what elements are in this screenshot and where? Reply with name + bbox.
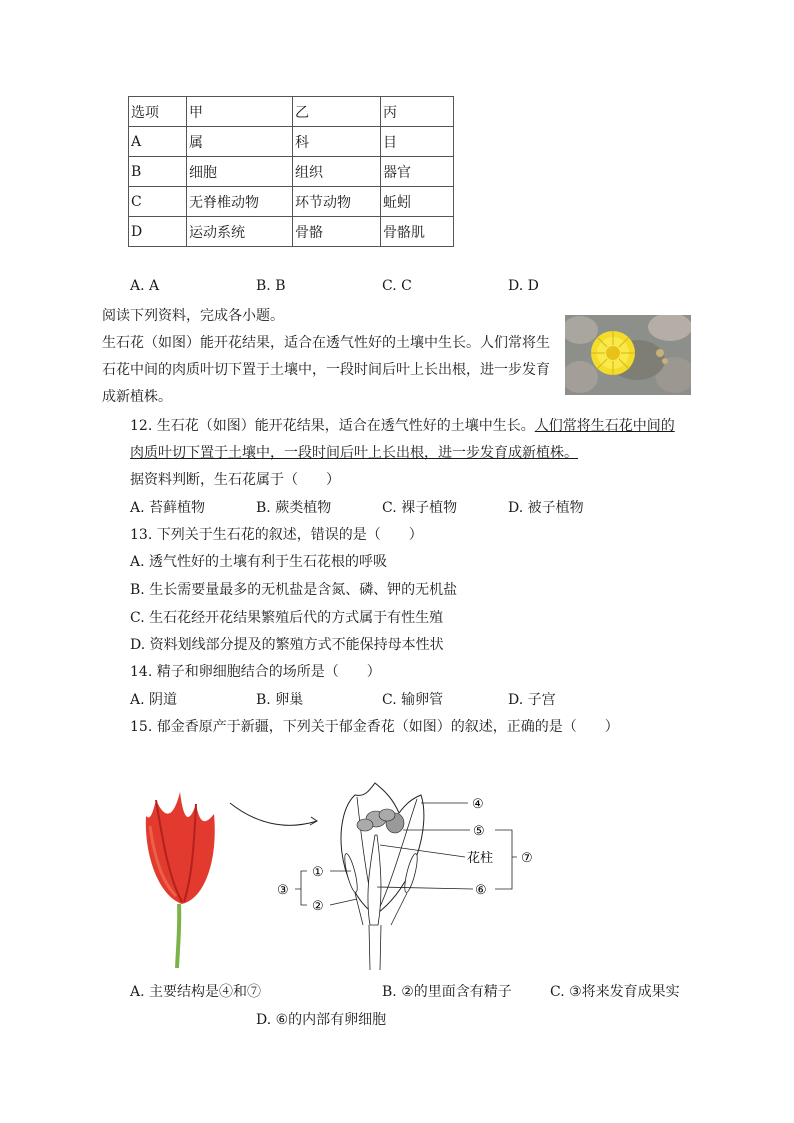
table-header-cell: 选项 — [129, 97, 187, 127]
q13-question: 13. 下列关于生石花的叙述，错误的是（ ） — [130, 527, 423, 543]
table-row — [129, 157, 454, 187]
table-row — [129, 217, 454, 247]
label-5: ⑤ — [473, 824, 485, 839]
label-style: 花柱 — [467, 851, 494, 866]
tulip-photo — [134, 786, 230, 968]
yellow-flower — [591, 331, 635, 375]
label-2: ② — [312, 899, 324, 914]
q12-line2: 肉质叶切下置于土壤中，一段时间后叶上长出根，进一步发育成新植株。 — [130, 445, 578, 461]
table-cell: 属 — [187, 127, 293, 157]
q14-option-c[interactable]: C. 输卵管 — [382, 692, 444, 708]
q13-option-c[interactable]: C. 生石花经开花结果繁殖后代的方式属于有性生殖 — [130, 610, 444, 626]
q12-plain-text: 12. 生石花（如图）能开花结果，适合在透气性好的土壤中生长。 — [130, 418, 535, 434]
table-cell: A — [129, 127, 187, 157]
q14-question: 14. 精子和卵细胞结合的场所是（ ） — [130, 664, 381, 680]
table-cell: D — [129, 217, 187, 247]
table-header-row — [129, 97, 454, 127]
table-cell: C — [129, 187, 187, 217]
reading-line: 生石花（如图）能开花结果，适合在透气性好的土壤中生长。人们常将生 — [102, 335, 550, 351]
q12-option-c[interactable]: C. 裸子植物 — [382, 500, 458, 516]
label-3: ③ — [277, 883, 289, 898]
lithops-photo — [565, 315, 691, 395]
flower-structure-diagram — [225, 775, 545, 970]
table-row — [129, 187, 454, 217]
q11-option-a[interactable]: A. A — [130, 278, 160, 294]
q12-line1 — [130, 415, 675, 435]
q12-underlined-text: 人们常将生石花中间的 — [534, 418, 675, 434]
table-row — [129, 127, 454, 157]
q12-question: 据资料判断，生石花属于（ ） — [130, 472, 340, 488]
q15-option-d[interactable]: D. ⑥的内部有卵细胞 — [256, 1012, 387, 1028]
q11-option-b[interactable]: B. B — [256, 278, 286, 294]
q14-option-a[interactable]: A. 阴道 — [130, 692, 178, 708]
reading-line: 成新植株。 — [102, 389, 172, 405]
label-4: ④ — [472, 797, 484, 812]
q12-option-a[interactable]: A. 苔藓植物 — [130, 500, 206, 516]
table-cell: B — [129, 157, 187, 187]
table-cell: 目 — [381, 127, 454, 157]
reading-line: 石花中间的肉质叶切下置于土壤中，一段时间后叶上长出根，进一步发育 — [102, 362, 550, 378]
q15-option-c[interactable]: C. ③将来发育成果实 — [550, 984, 680, 1000]
table-cell: 运动系统 — [187, 217, 293, 247]
table-cell: 组织 — [293, 157, 381, 187]
q12-option-d[interactable]: D. 被子植物 — [508, 500, 584, 516]
options-table — [128, 96, 454, 247]
label-1: ① — [312, 865, 324, 880]
q13-option-a[interactable]: A. 透气性好的土壤有利于生石花根的呼吸 — [130, 554, 388, 570]
table-header-cell: 丙 — [381, 97, 454, 127]
table-cell: 骨骼 — [293, 217, 381, 247]
table-header-cell: 乙 — [293, 97, 381, 127]
table-cell: 骨骼肌 — [381, 217, 454, 247]
label-6: ⑥ — [475, 883, 487, 898]
table-cell: 科 — [293, 127, 381, 157]
table-cell: 蚯蚓 — [381, 187, 454, 217]
label-7: ⑦ — [521, 851, 533, 866]
q14-option-b[interactable]: B. 卵巢 — [256, 692, 304, 708]
q12-option-b[interactable]: B. 蕨类植物 — [256, 500, 332, 516]
q15-question: 15. 郁金香原产于新疆，下列关于郁金香花（如图）的叙述，正确的是（ ） — [130, 719, 619, 735]
q15-option-b[interactable]: B. ②的里面含有精子 — [382, 984, 512, 1000]
q15-option-a[interactable]: A. 主要结构是④和⑦ — [130, 984, 262, 1000]
table-cell: 无脊椎动物 — [187, 187, 293, 217]
table-cell: 环节动物 — [293, 187, 381, 217]
q13-option-d[interactable]: D. 资料划线部分提及的繁殖方式不能保持母本性状 — [130, 637, 444, 653]
q11-option-c[interactable]: C. C — [382, 278, 412, 294]
q14-option-d[interactable]: D. 子宫 — [508, 692, 556, 708]
q13-option-b[interactable]: B. 生长需要量最多的无机盐是含氮、磷、钾的无机盐 — [130, 582, 458, 598]
arrow-icon — [230, 803, 317, 825]
table-header-cell: 甲 — [187, 97, 293, 127]
q11-option-d[interactable]: D. D — [508, 278, 539, 294]
table-cell: 器官 — [381, 157, 454, 187]
reading-intro: 阅读下列资料，完成各小题。 — [102, 308, 284, 324]
table-cell: 细胞 — [187, 157, 293, 187]
